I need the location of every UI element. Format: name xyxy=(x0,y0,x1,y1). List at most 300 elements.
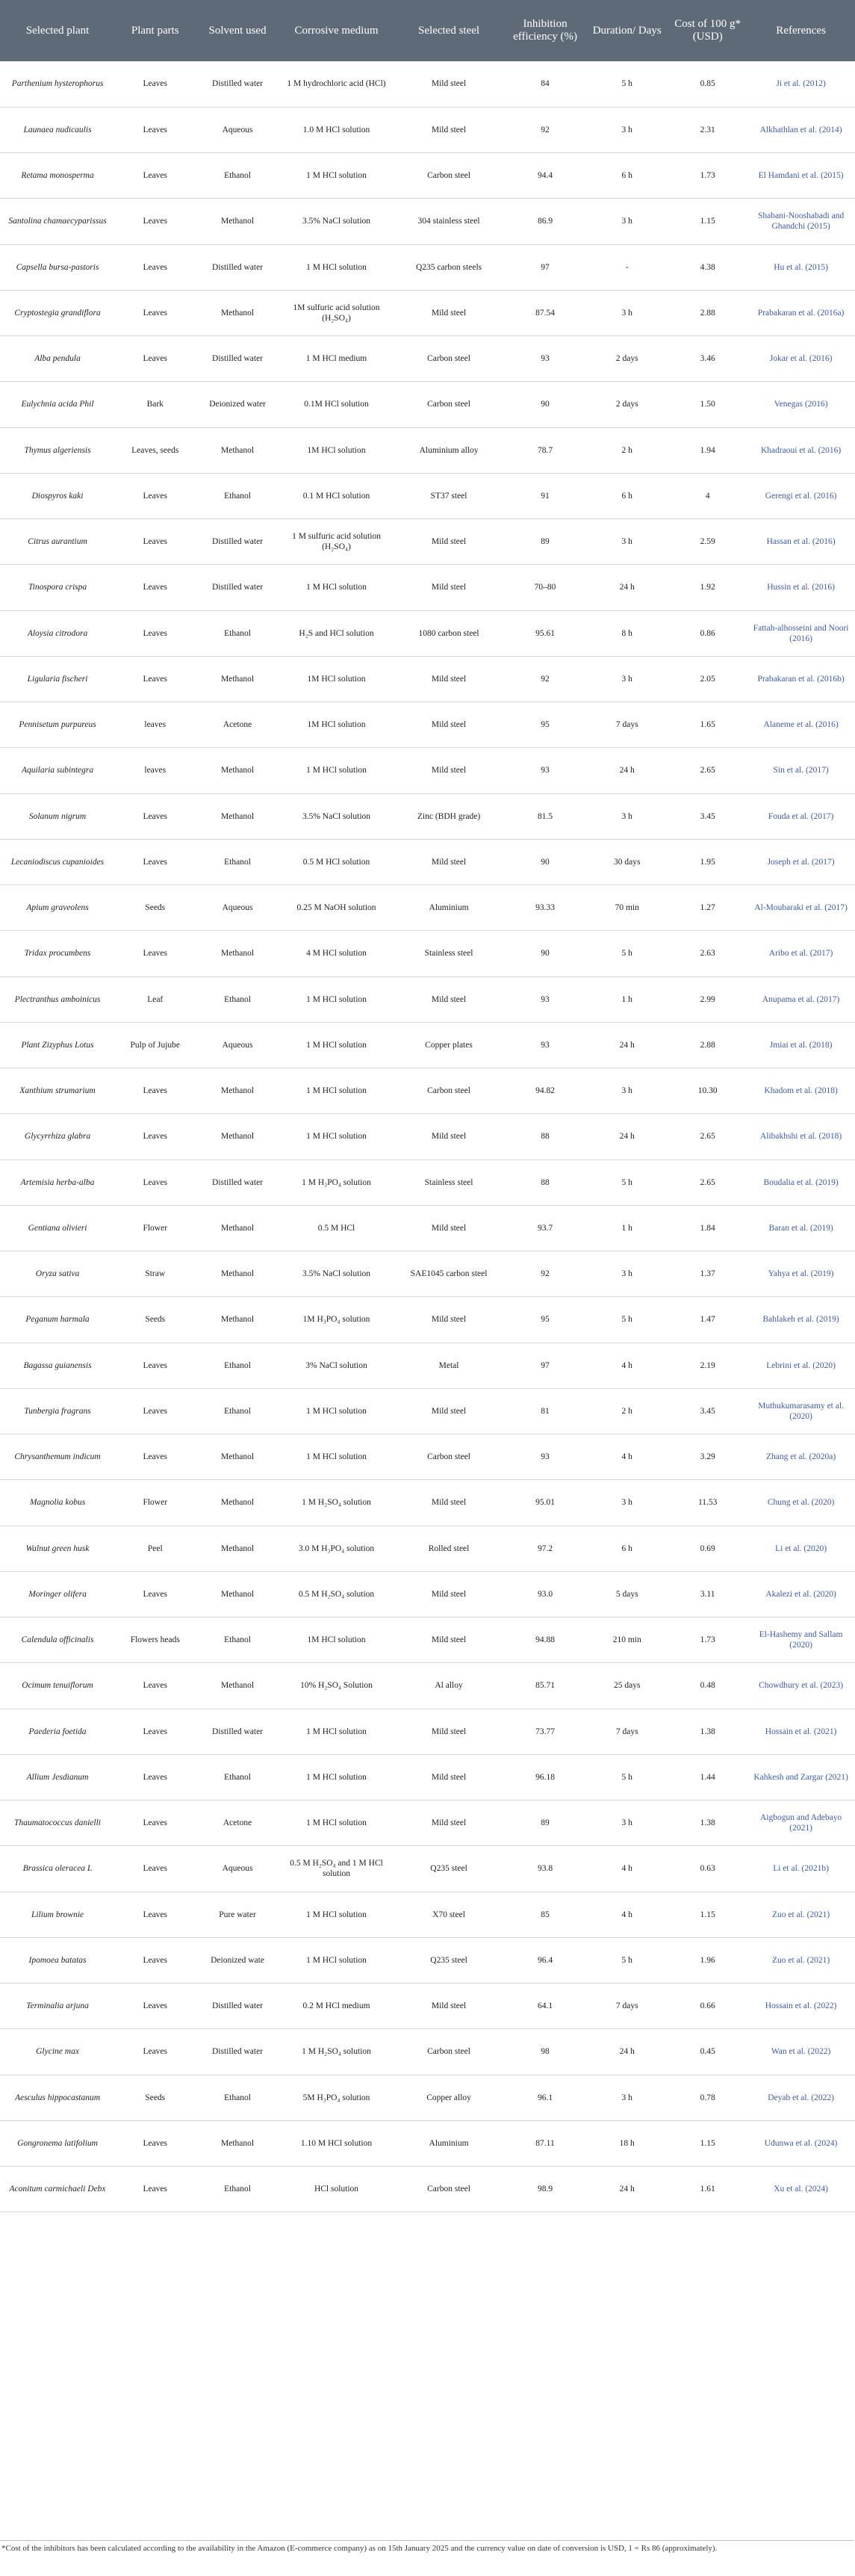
cell-reference[interactable]: Khadraoui et al. (2016) xyxy=(747,427,855,473)
cell-duration: 3 h xyxy=(585,656,668,702)
cell-steel: Carbon steel xyxy=(393,336,504,382)
cell-corrosive-medium: 3.5% NaCl solution xyxy=(280,793,394,839)
cell-solvent: Acetone xyxy=(195,1801,279,1846)
cell-corrosive-medium: 5M H₃PO₄ solution xyxy=(280,2075,394,2120)
cell-cost: 1.50 xyxy=(668,382,747,427)
cell-cost: 10.30 xyxy=(668,1068,747,1114)
cell-solvent: Ethanol xyxy=(195,1343,279,1388)
table-row xyxy=(0,107,855,152)
cell-reference[interactable]: Akalezi et al. (2020) xyxy=(747,1571,855,1617)
cell-corrosive-medium: 1 M hydrochloric acid (HCl) xyxy=(280,61,394,107)
cell-steel: Aluminium xyxy=(393,885,504,931)
cell-solvent: Methanol xyxy=(195,290,279,335)
cell-steel: Mild steel xyxy=(393,1297,504,1343)
cell-cost: 1.95 xyxy=(668,839,747,885)
cell-solvent: Acetone xyxy=(195,702,279,748)
cell-efficiency: 87.11 xyxy=(505,2120,586,2166)
cell-cost: 0.69 xyxy=(668,1526,747,1571)
cell-corrosive-medium: 1M HCl solution xyxy=(280,702,394,748)
cell-corrosive-medium: 1 M HCl solution xyxy=(280,1068,394,1114)
cell-efficiency: 98 xyxy=(505,2029,586,2075)
cell-cost: 3.11 xyxy=(668,1571,747,1617)
cell-cost: 2.65 xyxy=(668,1114,747,1159)
cell-reference[interactable]: Hossain et al. (2021) xyxy=(747,1709,855,1754)
cell-corrosive-medium: 1 M H₂SO₄ solution xyxy=(280,2029,394,2075)
cell-solvent: Distilled water xyxy=(195,336,279,382)
cell-plant-parts: Leaves xyxy=(115,610,195,656)
cell-steel: Carbon steel xyxy=(393,1434,504,1480)
cell-cost: 0.85 xyxy=(668,61,747,107)
cell-efficiency: 90 xyxy=(505,382,586,427)
cell-plant: Bagassa guianensis xyxy=(0,1343,115,1388)
cell-efficiency: 93 xyxy=(505,1434,586,1480)
cell-steel: Mild steel xyxy=(393,107,504,152)
cell-corrosive-medium: 3.5% NaCl solution xyxy=(280,199,394,244)
cell-efficiency: 95 xyxy=(505,702,586,748)
cell-cost: 3.29 xyxy=(668,1434,747,1480)
cell-plant-parts: Leaves xyxy=(115,290,195,335)
table-row xyxy=(0,1709,855,1754)
cell-solvent: Methanol xyxy=(195,1480,279,1526)
cell-reference[interactable]: Aigbogun and Adebayo (2021) xyxy=(747,1801,855,1846)
cell-plant-parts: Leaves xyxy=(115,1754,195,1800)
cell-corrosive-medium: 1.10 M HCl solution xyxy=(280,2120,394,2166)
cell-solvent: Methanol xyxy=(195,1114,279,1159)
cell-duration: 18 h xyxy=(585,2120,668,2166)
cell-solvent: Distilled water xyxy=(195,2029,279,2075)
cell-plant: Tinospora crispa xyxy=(0,565,115,610)
cell-steel: Mild steel xyxy=(393,1754,504,1800)
cell-plant-parts: Leaves xyxy=(115,153,195,199)
cell-solvent: Aqueous xyxy=(195,1022,279,1068)
cell-plant-parts: Leaves xyxy=(115,2029,195,2075)
table-row xyxy=(0,1159,855,1205)
cell-cost: 1.96 xyxy=(668,1937,747,1983)
cell-duration: 4 h xyxy=(585,1343,668,1388)
cell-corrosive-medium: 3.0 M H₃PO₄ solution xyxy=(280,1526,394,1571)
cell-cost: 1.44 xyxy=(668,1754,747,1800)
cell-reference[interactable]: Alkhathlan et al. (2014) xyxy=(747,107,855,152)
cell-plant-parts: Leaves xyxy=(115,1709,195,1754)
cell-corrosive-medium: 3.5% NaCl solution xyxy=(280,1251,394,1297)
cell-plant-parts: Leaves xyxy=(115,1114,195,1159)
cell-plant: Citrus aurantium xyxy=(0,519,115,565)
table-row xyxy=(0,290,855,335)
cell-duration: 24 h xyxy=(585,1114,668,1159)
table-row xyxy=(0,1388,855,1434)
cell-duration: 3 h xyxy=(585,199,668,244)
cell-reference[interactable]: Lebrini et al. (2020) xyxy=(747,1343,855,1388)
table-row xyxy=(0,748,855,793)
cell-reference[interactable]: Ji et al. (2012) xyxy=(747,61,855,107)
cell-duration: 8 h xyxy=(585,610,668,656)
cell-plant: Aloysia citrodora xyxy=(0,610,115,656)
cell-plant-parts: Leaves xyxy=(115,1937,195,1983)
cell-plant: Pennisetum purpureus xyxy=(0,702,115,748)
cell-solvent: Distilled water xyxy=(195,1709,279,1754)
cell-plant: Parthenium hysterophorus xyxy=(0,61,115,107)
table-row xyxy=(0,519,855,565)
cell-steel: Rolled steel xyxy=(393,1526,504,1571)
header-plant-parts: Plant parts xyxy=(115,0,195,61)
table-row xyxy=(0,1754,855,1800)
cell-steel: Mild steel xyxy=(393,1205,504,1251)
cell-solvent: Deionized water xyxy=(195,382,279,427)
cell-corrosive-medium: 0.5 M H₂SO₄ solution xyxy=(280,1571,394,1617)
cell-duration: 3 h xyxy=(585,1480,668,1526)
table-header-row xyxy=(0,0,855,61)
cell-reference[interactable]: Li et al. (2020) xyxy=(747,1526,855,1571)
cell-efficiency: 93 xyxy=(505,336,586,382)
cell-efficiency: 93.7 xyxy=(505,1205,586,1251)
cell-duration: 3 h xyxy=(585,107,668,152)
cell-reference[interactable]: El Hamdani et al. (2015) xyxy=(747,153,855,199)
cell-reference[interactable]: Chung et al. (2020) xyxy=(747,1480,855,1526)
table-row xyxy=(0,839,855,885)
cell-plant: Moringer olifera xyxy=(0,1571,115,1617)
cell-steel: Mild steel xyxy=(393,1984,504,2029)
cell-steel: ST37 steel xyxy=(393,473,504,518)
cell-steel: Aluminium alloy xyxy=(393,427,504,473)
cell-duration: 5 h xyxy=(585,61,668,107)
cell-plant-parts: Seeds xyxy=(115,1297,195,1343)
cell-corrosive-medium: 1.0 M HCl solution xyxy=(280,107,394,152)
cell-cost: 0.45 xyxy=(668,2029,747,2075)
cell-reference[interactable]: Gerengi et al. (2016) xyxy=(747,473,855,518)
cell-steel: Mild steel xyxy=(393,839,504,885)
cell-reference[interactable]: Fouda et al. (2017) xyxy=(747,793,855,839)
cell-efficiency: 97 xyxy=(505,1343,586,1388)
table-row xyxy=(0,1846,855,1892)
cell-corrosive-medium: 1 M HCl medium xyxy=(280,336,394,382)
cell-plant-parts: Leaves xyxy=(115,1801,195,1846)
cell-efficiency: 96.18 xyxy=(505,1754,586,1800)
cell-reference[interactable]: Boudalia et al. (2019) xyxy=(747,1159,855,1205)
cell-steel: Mild steel xyxy=(393,519,504,565)
cell-reference[interactable]: Jokar et al. (2016) xyxy=(747,336,855,382)
cell-corrosive-medium: 1 M HCl solution xyxy=(280,244,394,290)
cell-reference[interactable]: Xu et al. (2024) xyxy=(747,2167,855,2212)
cell-duration: 2 days xyxy=(585,382,668,427)
cell-corrosive-medium: 0.1 M HCl solution xyxy=(280,473,394,518)
cell-steel: Carbon steel xyxy=(393,2167,504,2212)
cell-reference[interactable]: Jmiai et al. (2018) xyxy=(747,1022,855,1068)
cell-cost: 1.61 xyxy=(668,2167,747,2212)
cell-corrosive-medium: 0.5 M H₂SO₄ and 1 M HCl solution xyxy=(280,1846,394,1892)
table-row xyxy=(0,1801,855,1846)
cell-reference[interactable]: Anupama et al. (2017) xyxy=(747,976,855,1022)
cell-plant: Terminalia arjuna xyxy=(0,1984,115,2029)
cell-cost: 0.86 xyxy=(668,610,747,656)
cell-cost: 1.84 xyxy=(668,1205,747,1251)
cell-solvent: Methanol xyxy=(195,1251,279,1297)
cell-reference[interactable]: Alibakhshi et al. (2018) xyxy=(747,1114,855,1159)
table-row xyxy=(0,1617,855,1663)
table-row xyxy=(0,976,855,1022)
cell-steel: Carbon steel xyxy=(393,382,504,427)
cell-plant-parts: Leaves xyxy=(115,931,195,976)
cell-duration: 210 min xyxy=(585,1617,668,1663)
table-row xyxy=(0,656,855,702)
cell-reference[interactable]: Prabakaran et al. (2016b) xyxy=(747,656,855,702)
cell-steel: Mild steel xyxy=(393,1709,504,1754)
cell-corrosive-medium: 1 M HCl solution xyxy=(280,1709,394,1754)
cell-duration: 4 h xyxy=(585,1892,668,1937)
cell-corrosive-medium: 1 M HCl solution xyxy=(280,153,394,199)
table-row xyxy=(0,382,855,427)
cell-plant: Allium Jesdianum xyxy=(0,1754,115,1800)
cell-steel: Mild steel xyxy=(393,702,504,748)
table-row xyxy=(0,1343,855,1388)
cell-duration: 6 h xyxy=(585,473,668,518)
header-cost: Cost of 100 g*(USD) xyxy=(668,0,747,61)
cell-plant: Tunbergia fragrans xyxy=(0,1388,115,1434)
cell-cost: 2.31 xyxy=(668,107,747,152)
cell-efficiency: 98.9 xyxy=(505,2167,586,2212)
cell-duration: 5 h xyxy=(585,1754,668,1800)
cell-efficiency: 85.71 xyxy=(505,1663,586,1709)
cell-plant: Artemisia herba-alba xyxy=(0,1159,115,1205)
table-row xyxy=(0,1205,855,1251)
cell-reference[interactable]: Hu et al. (2015) xyxy=(747,244,855,290)
cell-cost: 3.46 xyxy=(668,336,747,382)
cell-cost: 0.48 xyxy=(668,1663,747,1709)
cell-reference[interactable]: Muthukumarasamy et al. (2020) xyxy=(747,1388,855,1434)
cell-corrosive-medium: 1 M sulfuric acid solution (H₂SO₄) xyxy=(280,519,394,565)
cell-corrosive-medium: 1 M HCl solution xyxy=(280,1022,394,1068)
cell-efficiency: 97.2 xyxy=(505,1526,586,1571)
cell-efficiency: 97 xyxy=(505,244,586,290)
cell-efficiency: 94.4 xyxy=(505,153,586,199)
cell-efficiency: 93 xyxy=(505,1022,586,1068)
cell-corrosive-medium: 1M HCl solution xyxy=(280,427,394,473)
cell-plant: Eulychnia acida Phil xyxy=(0,382,115,427)
cell-duration: 6 h xyxy=(585,153,668,199)
cell-duration: 7 days xyxy=(585,702,668,748)
table-row xyxy=(0,1022,855,1068)
cell-solvent: Pure water xyxy=(195,1892,279,1937)
cell-duration: 4 h xyxy=(585,1846,668,1892)
table-row xyxy=(0,1892,855,1937)
table-row xyxy=(0,565,855,610)
cell-cost: 1.15 xyxy=(668,1892,747,1937)
cell-reference[interactable]: Deyab et al. (2022) xyxy=(747,2075,855,2120)
table-row xyxy=(0,1434,855,1480)
cell-efficiency: 93 xyxy=(505,748,586,793)
cell-corrosive-medium: 3% NaCl solution xyxy=(280,1343,394,1388)
cell-plant: Peganum harmala xyxy=(0,1297,115,1343)
cell-reference[interactable]: Khadom et al. (2018) xyxy=(747,1068,855,1114)
cell-solvent: Ethanol xyxy=(195,610,279,656)
cell-reference[interactable]: Shabani-Nooshabadi and Ghandchi (2015) xyxy=(747,199,855,244)
cell-duration: 3 h xyxy=(585,290,668,335)
cell-reference[interactable]: Zuo et al. (2021) xyxy=(747,1937,855,1983)
cell-duration: 5 days xyxy=(585,1571,668,1617)
cell-reference[interactable]: Joseph et al. (2017) xyxy=(747,839,855,885)
cell-duration: 3 h xyxy=(585,793,668,839)
header-duration: Duration/ Days xyxy=(585,0,668,61)
cell-duration: 5 h xyxy=(585,1297,668,1343)
cell-plant: Gongronema latifolium xyxy=(0,2120,115,2166)
table-row xyxy=(0,1251,855,1297)
cell-solvent: Methanol xyxy=(195,1571,279,1617)
cell-plant-parts: Bark xyxy=(115,382,195,427)
cell-reference[interactable]: Hossain et al. (2022) xyxy=(747,1984,855,2029)
cell-solvent: Methanol xyxy=(195,931,279,976)
cell-corrosive-medium: 1M HCl solution xyxy=(280,1617,394,1663)
cell-reference[interactable]: Zuo et al. (2021) xyxy=(747,1892,855,1937)
cell-cost: 1.73 xyxy=(668,153,747,199)
cell-plant: Oryza sativa xyxy=(0,1251,115,1297)
cell-reference[interactable]: Wan et al. (2022) xyxy=(747,2029,855,2075)
cell-plant: Chrysanthemum indicum xyxy=(0,1434,115,1480)
cell-plant: Aesculus hippocastanum xyxy=(0,2075,115,2120)
table-row xyxy=(0,931,855,976)
cell-plant-parts: Leaves xyxy=(115,1984,195,2029)
cell-plant-parts: Leaves xyxy=(115,1892,195,1937)
cell-cost: 0.63 xyxy=(668,1846,747,1892)
cell-steel: Mild steel xyxy=(393,1801,504,1846)
cell-efficiency: 92 xyxy=(505,656,586,702)
cell-plant-parts: Pulp of Jujube xyxy=(115,1022,195,1068)
cell-cost: 1.38 xyxy=(668,1709,747,1754)
cell-plant: Brassica oleracea L xyxy=(0,1846,115,1892)
cell-reference[interactable]: El-Hashemy and Sallam (2020) xyxy=(747,1617,855,1663)
cell-reference[interactable]: Al-Moubaraki et al. (2017) xyxy=(747,885,855,931)
cell-plant-parts: Leaf xyxy=(115,976,195,1022)
cell-solvent: Methanol xyxy=(195,2120,279,2166)
cell-solvent: Aqueous xyxy=(195,107,279,152)
cell-efficiency: 95.61 xyxy=(505,610,586,656)
cell-corrosive-medium: 10% H₂SO₄ Solution xyxy=(280,1663,394,1709)
table-row xyxy=(0,336,855,382)
cell-plant-parts: Leaves xyxy=(115,107,195,152)
cell-plant-parts: Straw xyxy=(115,1251,195,1297)
header-corrosive-medium: Corrosive medium xyxy=(280,0,394,61)
cell-reference[interactable]: Sin et al. (2017) xyxy=(747,748,855,793)
cell-reference[interactable]: Hussin et al. (2016) xyxy=(747,565,855,610)
cell-duration: 3 h xyxy=(585,1251,668,1297)
cell-solvent: Aqueous xyxy=(195,1846,279,1892)
cell-reference[interactable]: Udunwa et al. (2024) xyxy=(747,2120,855,2166)
table-row xyxy=(0,885,855,931)
cell-solvent: Distilled water xyxy=(195,61,279,107)
cell-solvent: Methanol xyxy=(195,1434,279,1480)
cell-efficiency: 85 xyxy=(505,1892,586,1937)
cell-steel: Aluminium xyxy=(393,2120,504,2166)
cell-reference[interactable]: Hassan et al. (2016) xyxy=(747,519,855,565)
cell-efficiency: 89 xyxy=(505,1801,586,1846)
cell-corrosive-medium: 1M H₃PO₄ solution xyxy=(280,1297,394,1343)
cell-plant: Lilium brownie xyxy=(0,1892,115,1937)
cell-duration: 24 h xyxy=(585,1022,668,1068)
cell-reference[interactable]: Prabakaran et al. (2016a) xyxy=(747,290,855,335)
cell-reference[interactable]: Kahkesh and Zargar (2021) xyxy=(747,1754,855,1800)
cell-plant: Apium graveolens xyxy=(0,885,115,931)
cell-plant-parts: Leaves xyxy=(115,839,195,885)
cell-cost: 4.38 xyxy=(668,244,747,290)
cell-plant-parts: Leaves xyxy=(115,1343,195,1388)
cell-reference[interactable]: Baran et al. (2019) xyxy=(747,1205,855,1251)
cell-solvent: Ethanol xyxy=(195,1388,279,1434)
cell-reference[interactable]: Zhang et al. (2020a) xyxy=(747,1434,855,1480)
cell-efficiency: 91 xyxy=(505,473,586,518)
cell-cost: 1.47 xyxy=(668,1297,747,1343)
cell-steel: Mild steel xyxy=(393,1480,504,1526)
cell-reference[interactable]: Alaneme et al. (2016) xyxy=(747,702,855,748)
table-footnote: *Cost of the inhibitors has been calculated according to the availability in the Amazon (E-commerce company) as on 15th January 2025 and the currency value on date of conversion is USD, 1 = Rs 86 (approximately). xyxy=(0,2540,854,2554)
cell-plant-parts: Leaves xyxy=(115,1434,195,1480)
cell-steel: Q235 steel xyxy=(393,1846,504,1892)
cell-steel: Q235 carbon steels xyxy=(393,244,504,290)
cell-solvent: Methanol xyxy=(195,1526,279,1571)
cell-reference[interactable]: Chowdhury et al. (2023) xyxy=(747,1663,855,1709)
cell-steel: Mild steel xyxy=(393,748,504,793)
cell-reference[interactable]: Venegas (2016) xyxy=(747,382,855,427)
cell-cost: 1.38 xyxy=(668,1801,747,1846)
cell-plant: Thaumatococcus danielli xyxy=(0,1801,115,1846)
cell-cost: 2.99 xyxy=(668,976,747,1022)
cell-plant-parts: Leaves, seeds xyxy=(115,427,195,473)
cell-steel: Mild steel xyxy=(393,1617,504,1663)
cell-reference[interactable]: Bahlakeh et al. (2019) xyxy=(747,1297,855,1343)
cell-solvent: Distilled water xyxy=(195,519,279,565)
cell-corrosive-medium: 1 M HCl solution xyxy=(280,565,394,610)
cell-steel: Stainless steel xyxy=(393,931,504,976)
cell-plant-parts: Leaves xyxy=(115,793,195,839)
cell-plant: Paederia foetida xyxy=(0,1709,115,1754)
cell-steel: Carbon steel xyxy=(393,2029,504,2075)
cell-plant-parts: Flower xyxy=(115,1480,195,1526)
table-row xyxy=(0,473,855,518)
cell-efficiency: 95 xyxy=(505,1297,586,1343)
cell-steel: SAE1045 carbon steel xyxy=(393,1251,504,1297)
cell-duration: 5 h xyxy=(585,1937,668,1983)
cell-duration: - xyxy=(585,244,668,290)
cell-cost: 0.78 xyxy=(668,2075,747,2120)
cell-reference[interactable]: Yahya et al. (2019) xyxy=(747,1251,855,1297)
cell-reference[interactable]: Aribo et al. (2017) xyxy=(747,931,855,976)
table-row xyxy=(0,1114,855,1159)
cell-steel: Stainless steel xyxy=(393,1159,504,1205)
header-selected-steel: Selected steel xyxy=(393,0,504,61)
cell-efficiency: 88 xyxy=(505,1114,586,1159)
cell-plant-parts: Seeds xyxy=(115,2075,195,2120)
cell-efficiency: 88 xyxy=(505,1159,586,1205)
cell-solvent: Methanol xyxy=(195,1068,279,1114)
cell-reference[interactable]: Fattah-alhosseini and Noori (2016) xyxy=(747,610,855,656)
cell-cost: 1.73 xyxy=(668,1617,747,1663)
cell-plant: Alba pendula xyxy=(0,336,115,382)
cell-duration: 3 h xyxy=(585,1801,668,1846)
cell-steel: Carbon steel xyxy=(393,153,504,199)
cell-plant: Ligularia fischeri xyxy=(0,656,115,702)
cell-efficiency: 89 xyxy=(505,519,586,565)
table-row xyxy=(0,153,855,199)
cell-plant: Aquilaria subintegra xyxy=(0,748,115,793)
cell-efficiency: 86.9 xyxy=(505,199,586,244)
table-row xyxy=(0,2167,855,2212)
cell-plant-parts: Leaves xyxy=(115,199,195,244)
cell-plant: Capsella bursa-pastoris xyxy=(0,244,115,290)
cell-plant-parts: Flowers heads xyxy=(115,1617,195,1663)
cell-plant: Lecaniodiscus cupanioides xyxy=(0,839,115,885)
cell-reference[interactable]: Li et al. (2021b) xyxy=(747,1846,855,1892)
table-row xyxy=(0,1663,855,1709)
cell-plant-parts: Leaves xyxy=(115,336,195,382)
table-row xyxy=(0,427,855,473)
cell-efficiency: 78.7 xyxy=(505,427,586,473)
